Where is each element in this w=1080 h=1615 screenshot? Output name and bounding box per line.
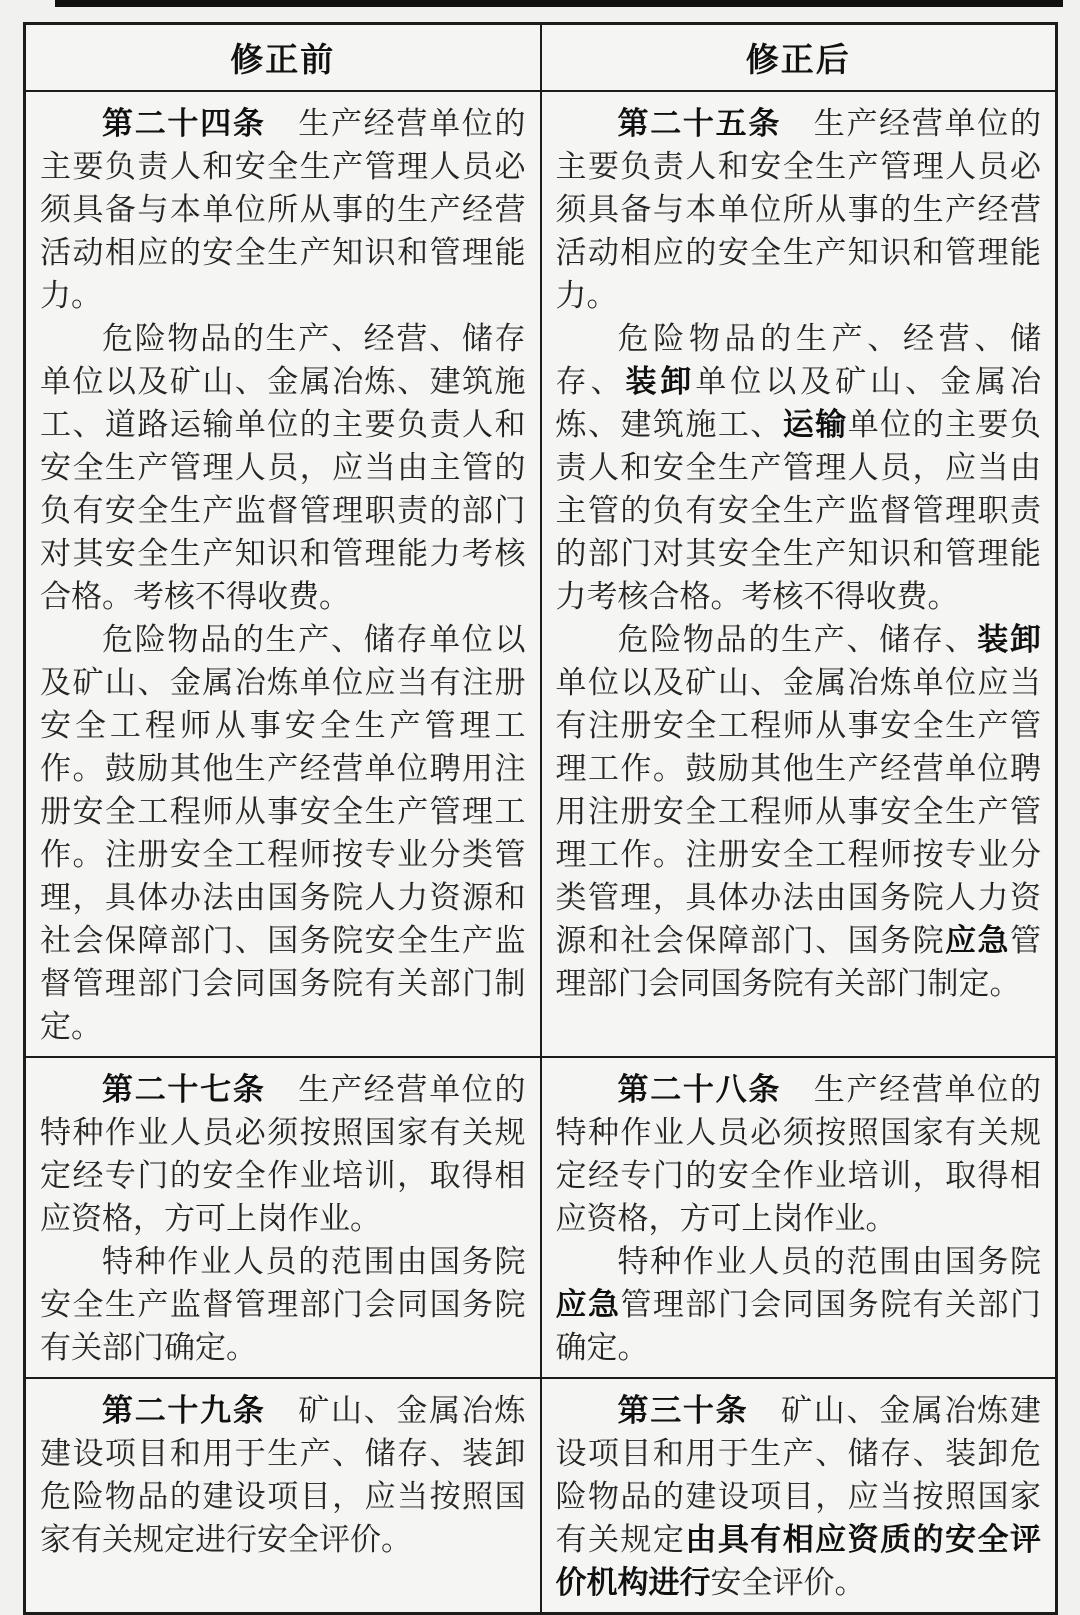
body-text: 危险物品的生产、经营、储存单位以及矿山、金属冶炼、建筑施工、道路运输单位的主要负责人和安全生产管理人员，应当由主管的负有安全生产监督管理职责的部门对其安全生产知识和管理能力考核合格。考核不得收费。 (40, 320, 526, 614)
paragraph (556, 102, 1042, 317)
body-text: 单位以及矿山、金属冶炼、建筑施工、 (555, 363, 1042, 442)
amended-text: 运输 (782, 406, 848, 442)
amended-text: 第二十七条 (102, 1071, 266, 1107)
body-text: 单位以及矿山、金属冶炼单位应当有注册安全工程师从事安全生产管理工作。鼓励其他生产经营单位聘用注册安全工程师从事安全生产管理工作。注册安全工程师按专业分类管理，具体办法由国务院人力资源和社会保障部门、国务院 (555, 664, 1041, 958)
body-text: 生产经营单位的特种作业人员必须按照国家有关规定经专门的安全作业培训，取得相应资格，方可上岗作业。 (40, 1071, 526, 1236)
cell-before-article-24 (25, 91, 541, 1057)
body-text: 危险物品的生产、经营、储存、 (555, 320, 1041, 399)
paragraph (556, 1389, 1042, 1604)
scan-artifact-top-bar (55, 0, 1063, 7)
header-row (25, 24, 1057, 91)
amended-text: 装卸 (625, 363, 696, 399)
body-text: 特种作业人员的范围由国务院 (617, 1243, 1041, 1279)
paragraph (40, 618, 526, 1048)
body-text: 生产经营单位的特种作业人员必须按照国家有关规定经专门的安全作业培训，取得相应资格，方可上岗作业。 (555, 1071, 1042, 1236)
amended-text: 第二十五条 (617, 105, 782, 141)
cell-after-article-28 (541, 1057, 1057, 1378)
body-text: 危险物品的生产、储存、 (617, 621, 978, 657)
cell-before-article-27 (25, 1057, 541, 1378)
body-text: 生产经营单位的主要负责人和安全生产管理人员必须具备与本单位所从事的生产经营活动相应的安全生产知识和管理能力。 (555, 105, 1042, 313)
amended-text: 第二十四条 (102, 105, 266, 141)
body-text: 危险物品的生产、储存单位以及矿山、金属冶炼单位应当有注册安全工程师从事安全生产管理工作。鼓励其他生产经营单位聘用注册安全工程师从事安全生产管理工作。注册安全工程师按专业分类管理，具体办法由国务院人力资源和社会保障部门、国务院安全生产监督管理部门会同国务院有关部门制定。 (40, 621, 526, 1044)
table-header (25, 24, 1057, 91)
amendment-comparison-table (23, 22, 1058, 1615)
paragraph (40, 102, 526, 317)
amended-text: 应急 (945, 922, 1011, 958)
column-header-after: 修正后 (541, 24, 1057, 91)
table-row-article-24-25 (25, 91, 1057, 1057)
paragraph (556, 317, 1042, 618)
amended-text: 第二十九条 (102, 1392, 266, 1428)
paragraph (40, 1068, 526, 1240)
amended-text: 应急 (555, 1286, 621, 1322)
body-text: 管理部门会同国务院有关部门制定。 (555, 922, 1042, 1001)
paragraph (556, 1068, 1042, 1240)
table-body (25, 91, 1057, 1614)
body-text: 生产经营单位的主要负责人和安全生产管理人员必须具备与本单位所从事的生产经营活动相应的安全生产知识和管理能力。 (40, 105, 526, 313)
cell-after-article-30 (541, 1378, 1057, 1614)
table-row-article-29-30 (25, 1378, 1057, 1614)
paragraph (556, 618, 1042, 1005)
amended-text: 第二十八条 (617, 1071, 782, 1107)
body-text: 矿山、金属冶炼建设项目和用于生产、储存、装卸危险物品的建设项目，应当按照国家有关规定进行安全评价。 (40, 1392, 526, 1557)
paragraph (556, 1240, 1042, 1369)
body-text: 安全评价。 (710, 1564, 866, 1600)
amended-text: 由具有相应资质的安全评价机构进行 (555, 1521, 1042, 1600)
paragraph (40, 1389, 526, 1561)
paragraph (40, 1240, 526, 1369)
body-text: 特种作业人员的范围由国务院安全生产监督管理部门会同国务院有关部门确定。 (40, 1243, 526, 1365)
body-text: 管理部门会同国务院有关部门确定。 (555, 1286, 1042, 1365)
body-text: 单位的主要负责人和安全生产管理人员，应当由主管的负有安全生产监督管理职责的部门对其安全生产知识和管理能力考核合格。考核不得收费。 (555, 406, 1042, 614)
column-header-before: 修正前 (25, 24, 541, 91)
cell-before-article-29 (25, 1378, 541, 1614)
body-text: 矿山、金属冶炼建设项目和用于生产、储存、装卸危险物品的建设项目，应当按照国家有关规定 (555, 1392, 1042, 1557)
amended-text: 装卸 (977, 621, 1042, 657)
amended-text: 第三十条 (617, 1392, 749, 1428)
table-row-article-27-28 (25, 1057, 1057, 1378)
paragraph (40, 317, 526, 618)
cell-after-article-25 (541, 91, 1057, 1057)
